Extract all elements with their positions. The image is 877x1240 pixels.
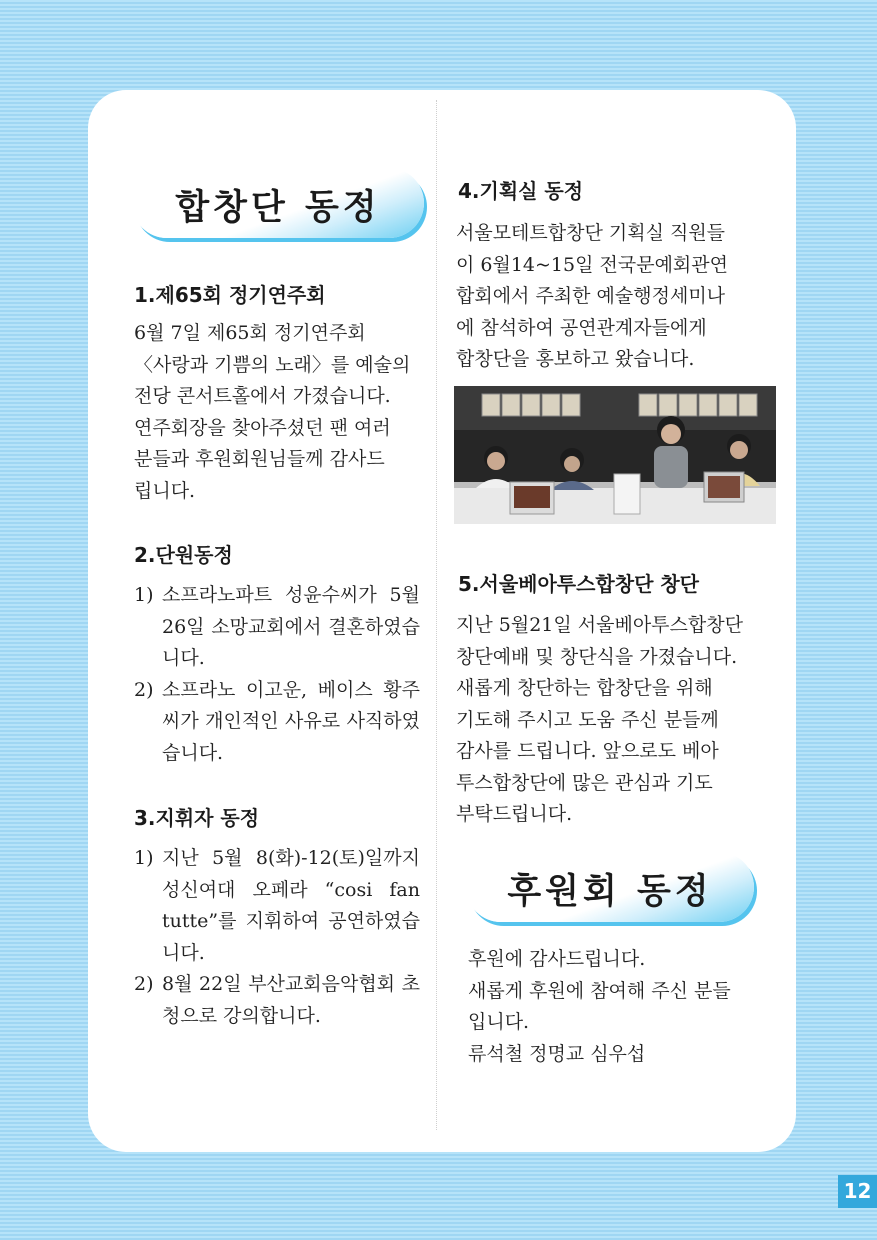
list-item-text: 8월 22일 부산교회음악협회 초청으로 강의합니다. [162, 973, 420, 1027]
list-item-number: 2) [134, 973, 154, 995]
choir-news-title: 합창단 동정 [175, 188, 381, 228]
section-4-line: 합창단을 홍보하고 왔습니다. [456, 348, 695, 370]
section-4-heading: 4.기획실 동정 [458, 179, 584, 203]
list-item [134, 580, 420, 675]
section-1-line: 전당 콘서트홀에서 가졌습니다. [134, 385, 391, 407]
section-5-line: 감사를 드립니다. 앞으로도 베아 [456, 740, 719, 762]
list-item [134, 969, 420, 1032]
support-line: 후원에 감사드립니다. [468, 948, 646, 970]
list-item-text: 소프라노파트 성윤수씨가 5월 26일 소망교회에서 결혼하였습니다. [162, 584, 420, 669]
section-3-heading: 3.지휘자 동정 [134, 806, 260, 830]
section-5-line: 부탁드립니다. [456, 803, 573, 825]
section-3-list [134, 843, 420, 1032]
section-1-body [134, 318, 420, 507]
list-item-number: 1) [134, 584, 154, 606]
section-5-heading: 5.서울베아투스합창단 창단 [458, 572, 699, 596]
list-item [134, 843, 420, 969]
seminar-photo-illustration [454, 386, 776, 524]
section-1-line: 분들과 후원회원님들께 감사드 [134, 448, 385, 470]
section-2-list [134, 580, 420, 769]
page-number: 12 [838, 1175, 877, 1208]
section-5-line: 새롭게 창단하는 합창단을 위해 [456, 677, 713, 699]
section-5-line: 기도해 주시고 도움 주신 분들께 [456, 708, 719, 731]
support-line: 입니다. [468, 1011, 530, 1033]
section-1-heading: 1.제65회 정기연주회 [134, 283, 326, 307]
section-5-line: 창단예배 및 창단식을 가졌습니다. [456, 645, 738, 668]
section-1-line: 〈사랑과 기쁨의 노래〉를 예술의 [134, 353, 411, 376]
section-5-line: 지난 5월21일 서울베아투스합창단 [456, 614, 743, 636]
choir-news-banner [132, 168, 424, 238]
support-body [468, 944, 768, 1070]
supporters-news-title: 후원회 동정 [507, 872, 713, 912]
list-item-text: 지난 5월 8(화)-12(토)일까지 성신여대 오페라 “cosi fan tutte”를 지휘하여 공연하였습니다. [162, 847, 420, 964]
section-5-body [456, 610, 758, 831]
seminar-photo [454, 386, 776, 524]
section-4-line: 합회에서 주최한 예술행정세미나 [456, 285, 726, 307]
section-2-heading: 2.단원동정 [134, 543, 233, 567]
section-4-line: 에 참석하여 공연관계자들에게 [456, 316, 707, 339]
section-1-line: 6월 7일 제65회 정기연주회 [134, 322, 366, 344]
support-line: 새롭게 후원에 참여해 주신 분들 [468, 979, 731, 1002]
column-divider [436, 100, 437, 1130]
list-item-text: 소프라노 이고운, 베이스 황주씨가 개인적인 사유로 사직하였습니다. [162, 678, 420, 764]
list-item-number: 2) [134, 678, 154, 701]
section-1-line: 립니다. [134, 479, 196, 502]
supporters-news-banner [466, 852, 754, 922]
section-5-line: 투스합창단에 많은 관심과 기도 [456, 771, 713, 794]
support-line: 류석철 정명교 심우섭 [468, 1042, 646, 1065]
section-4-line: 이 6월14~15일 전국문예회관연 [456, 253, 728, 276]
section-4-line: 서울모테트합창단 기획실 직원들 [456, 222, 726, 244]
section-1-line: 연주회장을 찾아주셨던 팬 여러 [134, 416, 391, 439]
list-item [134, 675, 420, 770]
list-item-number: 1) [134, 847, 154, 869]
section-4-body [456, 218, 758, 376]
